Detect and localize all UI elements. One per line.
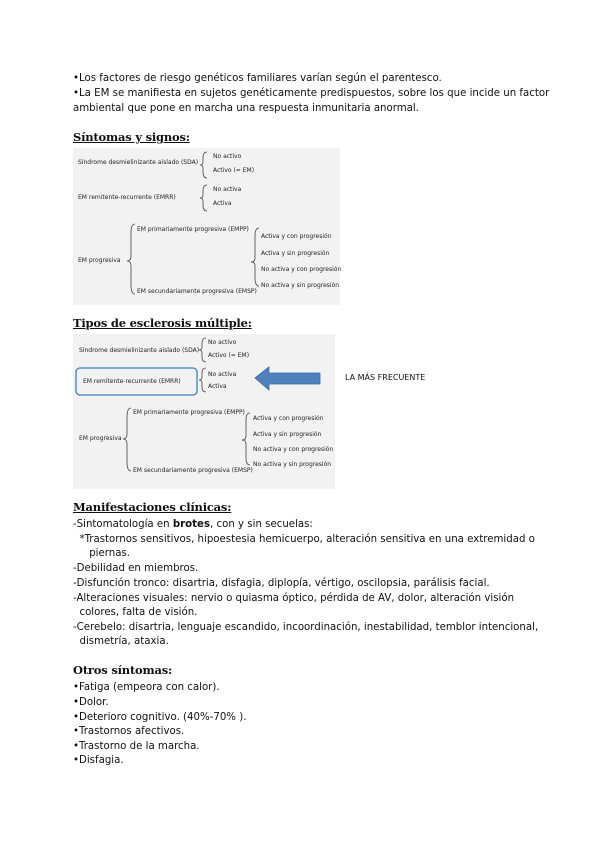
manifestaciones-line-6: -Alteraciones visuales: nervio o quiasma óptico, pérdida de AV, dolor, alteración visión: [73, 593, 515, 604]
tipos-prog-opt2: Activa y sin progresión: [253, 431, 322, 438]
sintomas-heading: Síntomas y signos:: [73, 130, 190, 144]
sintomas-prog-opt3: No activa y con progresión: [261, 266, 342, 273]
sintomas-emrr-opt2: Activa: [213, 200, 232, 207]
manifestaciones-line-1: [73, 517, 313, 532]
tipos-emrr-opt2: Activa: [208, 383, 227, 390]
tipos-sda-opt1: No activo: [208, 339, 237, 346]
sintomas-prog-opt1: Activa y con progresión: [261, 233, 332, 240]
sintomas-prog-opt4: No activa y sin progresión: [261, 282, 340, 289]
manifestaciones-line-8: -Cerebelo: disartria, lenguaje escandido, incoordinación, inestabilidad, temblor intencional,: [73, 622, 539, 633]
tipos-emprog: EM progresiva: [79, 435, 122, 442]
manifestaciones-line-9: dismetría, ataxia.: [73, 636, 169, 647]
manifestaciones-line-3: piernas.: [73, 548, 131, 559]
tipos-emrr-opt1: No activa: [208, 371, 237, 378]
tipos-emrr: EM remitente-recurrente (EMRR): [83, 378, 181, 385]
tipos-sda-opt2: Activo (= EM): [208, 352, 250, 359]
tipos-sda: Síndrome desmielinizante aislado (SDA): [79, 347, 200, 354]
manifestaciones-heading: Manifestaciones clínicas:: [73, 500, 232, 514]
manifestaciones-line-4: -Debilidad en miembros.: [73, 563, 199, 574]
otros-item: •Trastornos afectivos.: [73, 726, 185, 737]
tipos-prog-opt4: No activa y sin progresión: [253, 461, 332, 468]
manifestaciones-line-1-bold: brotes: [172, 519, 211, 530]
sintomas-prog-opt2: Activa y sin progresión: [261, 250, 330, 257]
manifestaciones-line-7: colores, falta de visión.: [73, 607, 198, 618]
otros-item: •Fatiga (empeora con calor).: [73, 682, 220, 693]
intro-line-2: •La EM se manifiesta en sujetos genéticamente predispuestos, sobre los que incide un factor: [73, 88, 550, 99]
sintomas-empp: EM primariamente progresiva (EMPP): [137, 226, 249, 233]
tipos-heading: Tipos de esclerosis múltiple:: [73, 316, 252, 330]
otros-item: •Trastorno de la marcha.: [73, 741, 200, 752]
manifestaciones-line-1-prefix: -Sintomatología en: [73, 519, 173, 530]
otros-heading: Otros síntomas:: [73, 663, 173, 677]
manifestaciones-line-2: *Trastornos sensitivos, hipoestesia hemicuerpo, alteración sensitiva en una extremidad o: [73, 534, 535, 545]
sintomas-sda-opt1: No activo: [213, 153, 242, 160]
sintomas-emprog: EM progresiva: [78, 257, 121, 264]
sintomas-sda-opt2: Activo (= EM): [213, 167, 255, 174]
manifestaciones-line-5: -Disfunción tronco: disartria, disfagia, diplopía, vértigo, oscilopsia, parálisis facial.: [73, 578, 490, 589]
sintomas-emsp: EM secundariamente progresiva (EMSP): [137, 288, 257, 295]
manifestaciones-line-1-suffix: , con y sin secuelas:: [210, 519, 313, 530]
tipos-diagram: [73, 334, 335, 489]
otros-item: •Dolor.: [73, 697, 109, 708]
tipos-prog-opt3: No activa y con progresión: [253, 446, 334, 453]
tipos-prog-opt1: Activa y con progresión: [253, 415, 324, 422]
tipos-empp: EM primariamente progresiva (EMPP): [133, 409, 245, 416]
sintomas-emrr: EM remitente-recurrente (EMRR): [78, 194, 176, 201]
otros-item: •Disfagia.: [73, 755, 124, 766]
sintomas-sda: Síndrome desmielinizante aislado (SDA): [78, 159, 199, 166]
sintomas-diagram: [73, 148, 340, 305]
tipos-emsp: EM secundariamente progresiva (EMSP): [133, 467, 253, 474]
otros-item: •Deterioro cognitivo. (40%-70% ).: [73, 712, 247, 723]
intro-line-3: ambiental que pone en marcha una respuesta inmunitaria anormal.: [73, 103, 419, 114]
frequency-note: LA MÁS FRECUENTE: [345, 373, 426, 382]
sintomas-emrr-opt1: No activa: [213, 186, 242, 193]
intro-line-1: •Los factores de riesgo genéticos familiares varían según el parentesco.: [73, 73, 442, 84]
